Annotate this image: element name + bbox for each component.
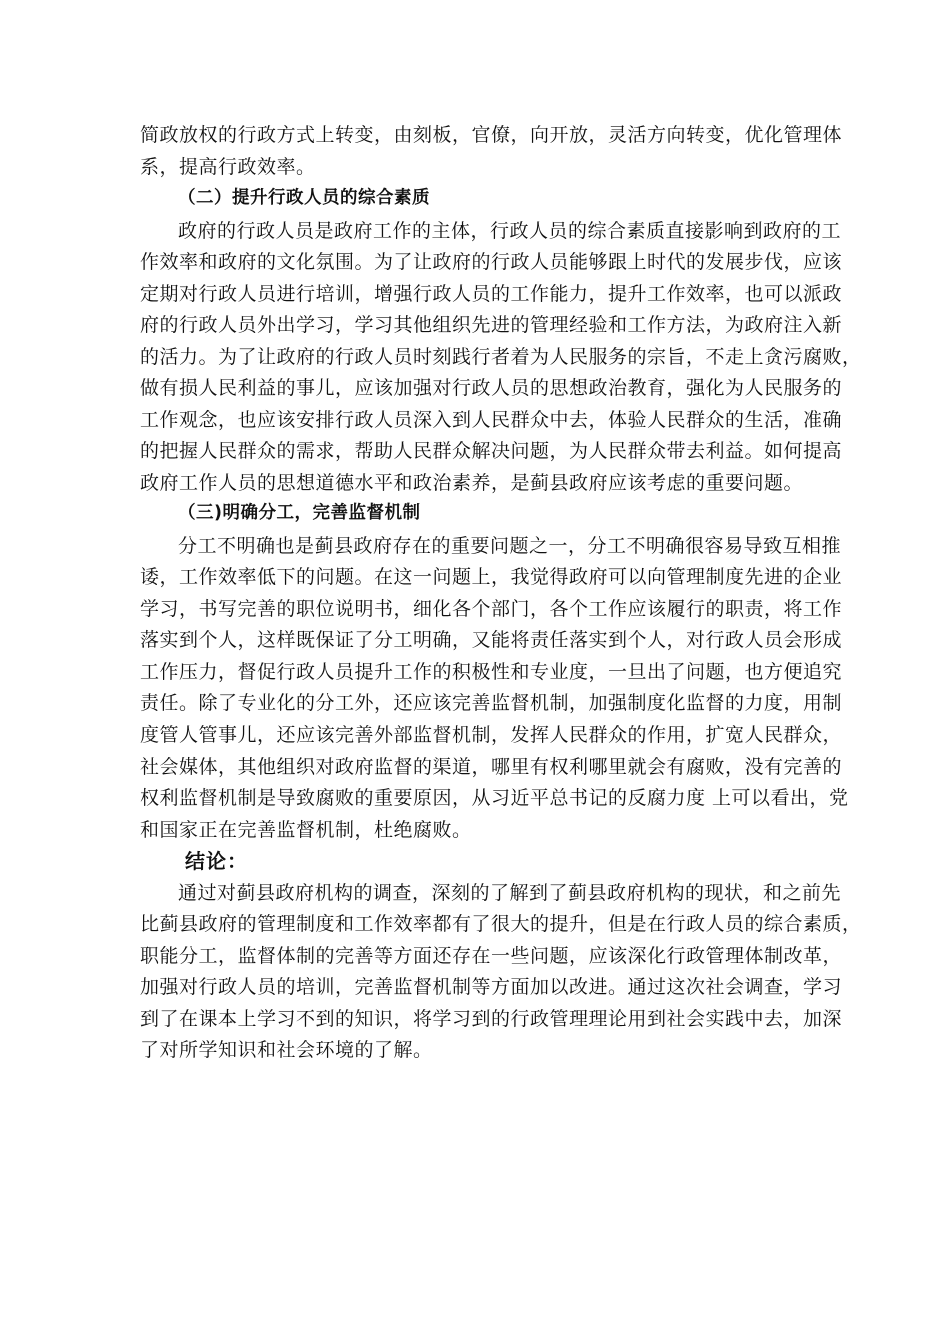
section-3-line-4: 落实到个人，这样既保证了分工明确，又能将责任落实到个人，对行政人员会形成 <box>140 629 843 651</box>
section-2-line-9: 政府工作人员的思想道德水平和政治素养，是蓟县政府应该考虑的重要问题。 <box>140 472 804 494</box>
section-3-line-10: 和国家正在完善监督机制，杜绝腐败。 <box>140 819 472 841</box>
conclusion-line-5: 到了在课本上学习不到的知识，将学习到的行政管理理论用到社会实践中去，加深 <box>140 1008 843 1030</box>
section-2-line-4: 府的行政人员外出学习，学习其他组织先进的管理经验和工作方法，为政府注入新 <box>140 314 843 336</box>
conclusion-line-6: 了对所学知识和社会环境的了解。 <box>140 1039 433 1061</box>
section-3-line-9: 权利监督机制是导致腐败的重要原因，从习近平总书记的反腐力度 上可以看出，党 <box>140 787 849 809</box>
section-2-line-7: 工作观念，也应该安排行政人员深入到人民群众中去，体验人民群众的生活，准确 <box>140 409 843 431</box>
conclusion-line-1: 通过对蓟县政府机构的调查，深刻的了解到了蓟县政府机构的现状，和之前先 <box>178 882 842 904</box>
conclusion-line-4: 加强对行政人员的培训，完善监督机制等方面加以改进。通过这次社会调查，学习 <box>140 976 843 998</box>
section-3-line-7: 度管人管事儿，还应该完善外部监督机制，发挥人民群众的作用，扩宽人民群众， <box>140 724 843 746</box>
section-3-line-6: 责任。除了专业化的分工外，还应该完善监督机制，加强制度化监督的力度，用制 <box>140 692 843 714</box>
section-3-line-2: 诿，工作效率低下的问题。在这一问题上，我觉得政府可以向管理制度先进的企业 <box>140 566 843 588</box>
section-2-line-6: 做有损人民利益的事儿，应该加强对行政人员的思想政治教育，强化为人民服务的 <box>140 377 843 399</box>
section-2-line-2: 作效率和政府的文化氛围。为了让政府的行政人员能够跟上时代的发展步伐，应该 <box>140 251 843 273</box>
section-3-heading: （三)明确分工，完善监督机制 <box>178 503 421 523</box>
conclusion-line-2: 比蓟县政府的管理制度和工作效率都有了很大的提升，但是在行政人员的综合素质， <box>140 913 862 935</box>
conclusion-line-3: 职能分工，监督体制的完善等方面还存在一些问题，应该深化行政管理体制改革， <box>140 945 843 967</box>
intro-line-2: 系，提高行政效率。 <box>140 156 316 178</box>
section-3-line-3: 学习，书写完善的职位说明书，细化各个部门，各个工作应该履行的职责，将工作 <box>140 598 843 620</box>
section-2-line-8: 的把握人民群众的需求，帮助人民群众解决问题，为人民群众带去利益。如何提高 <box>140 440 843 462</box>
section-3-line-1: 分工不明确也是蓟县政府存在的重要问题之一，分工不明确很容易导致互相推 <box>178 535 842 557</box>
intro-line-1: 简政放权的行政方式上转变，由刻板，官僚，向开放，灵活方向转变，优化管理体 <box>140 124 843 146</box>
section-2-heading: （二）提升行政人员的综合素质 <box>178 188 430 208</box>
section-3-line-5: 工作压力，督促行政人员提升工作的积极性和专业度，一旦出了问题，也方便追究 <box>140 661 843 683</box>
conclusion-heading: 结论： <box>185 849 248 873</box>
section-3-line-8: 社会媒体，其他组织对政府监督的渠道，哪里有权利哪里就会有腐败，没有完善的 <box>140 756 843 778</box>
section-2-line-3: 定期对行政人员进行培训，增强行政人员的工作能力，提升工作效率，也可以派政 <box>140 283 843 305</box>
section-2-line-5: 的活力。为了让政府的行政人员时刻践行者着为人民服务的宗旨，不走上贪污腐败， <box>140 346 862 368</box>
section-2-line-1: 政府的行政人员是政府工作的主体，行政人员的综合素质直接影响到政府的工 <box>178 220 842 242</box>
